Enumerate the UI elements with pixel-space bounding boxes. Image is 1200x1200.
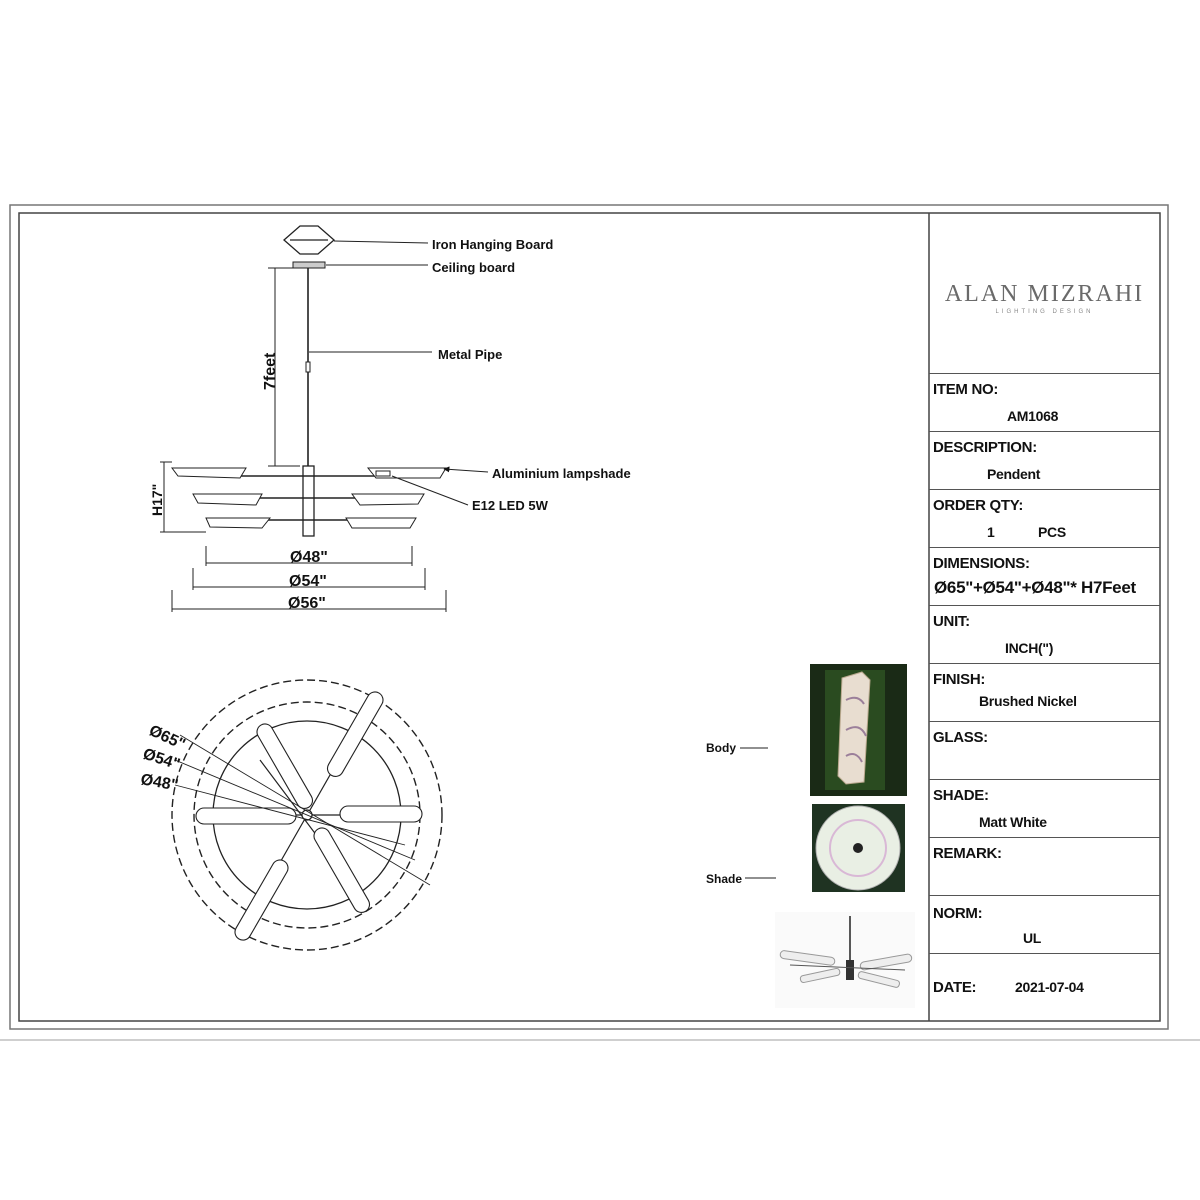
row-unit [929,605,1160,664]
date-label: DATE: [933,979,977,996]
plan-shade-6 [232,857,291,943]
order-qty-unit: PCS [1038,524,1066,540]
dim-7feet: 7feet [262,352,279,390]
dim-plan-d48: Ø48" [139,771,180,795]
leader-lampshade [444,469,488,472]
shade-right-bottom [346,518,416,528]
dimensions-value: Ø65"+Ø54"+Ø48"* H7Feet [934,578,1136,597]
shade-left-bottom [206,518,270,528]
dimensions-label: DIMENSIONS: [933,555,1030,572]
plan-shade-5 [325,689,386,779]
shade-center-icon [853,843,863,853]
dim-plan-d65: Ø65" [146,722,188,754]
dim-plan-d54: Ø54" [140,745,182,774]
shade-right-middle [352,494,424,505]
norm-label: NORM: [933,905,983,922]
shade-left-middle [193,494,262,505]
plan-shade-1 [196,808,296,824]
finish-label: FINISH: [933,671,986,688]
label-aluminium-lampshade: Aluminium lampshade [492,466,631,481]
finish-value: Brushed Nickel [979,693,1077,709]
row-glass [929,721,1160,780]
item-no-value: AM1068 [1007,408,1059,424]
norm-value: UL [1023,930,1042,946]
dim-d48: Ø48" [290,549,328,566]
shade-label: SHADE: [933,787,989,804]
dim-h17: H17" [149,483,165,516]
unit-label: UNIT: [933,613,970,630]
shade-photo [812,804,905,892]
elevation-view [172,226,446,536]
brand-name: ALAN MIZRAHI [944,281,1145,307]
remark-label: REMARK: [933,845,1002,862]
ceiling-board-icon [293,262,325,268]
label-shade: Shade [706,872,743,886]
shade-left-top [172,468,246,478]
label-ceiling-board: Ceiling board [432,260,516,275]
label-body: Body [706,741,736,755]
row-order-qty [929,489,1160,548]
label-metal-pipe: Metal Pipe [438,347,503,362]
row-norm [929,895,1160,954]
row-finish [929,663,1160,722]
date-value: 2021-07-04 [1015,979,1084,995]
body-photo [810,664,907,796]
row-date [929,953,1160,1021]
glass-label: GLASS: [933,729,988,746]
order-qty-value: 1 [987,524,995,540]
row-shade [929,779,1160,838]
iron-hanging-board-icon [284,226,334,254]
dim-d56: Ø56" [288,595,326,612]
label-iron-hanging-board: Iron Hanging Board [432,237,554,252]
row-description [929,431,1160,490]
pipe-joint [306,362,310,372]
plan-shade-2 [340,806,422,822]
description-label: DESCRIPTION: [933,439,1037,456]
item-no-label: ITEM NO: [933,381,999,398]
row-item-no [929,373,1160,432]
bulb-icon [376,471,390,476]
label-bulb: E12 LED 5W [472,498,548,513]
title-block [929,213,1160,1021]
shade-value: Matt White [979,814,1047,830]
brand-block [929,213,1160,374]
description-value: Pendent [987,466,1041,482]
order-qty-label: ORDER QTY: [933,497,1024,514]
plan-view [172,680,442,950]
unit-value: INCH(") [1005,640,1054,656]
product-photo [775,912,915,1008]
dim-d54: Ø54" [289,573,327,590]
row-dimensions [929,547,1160,606]
brand-tagline: LIGHTING DESIGN [995,309,1094,315]
leader-iron-hanging-board [334,241,428,243]
row-remark [929,837,1160,896]
